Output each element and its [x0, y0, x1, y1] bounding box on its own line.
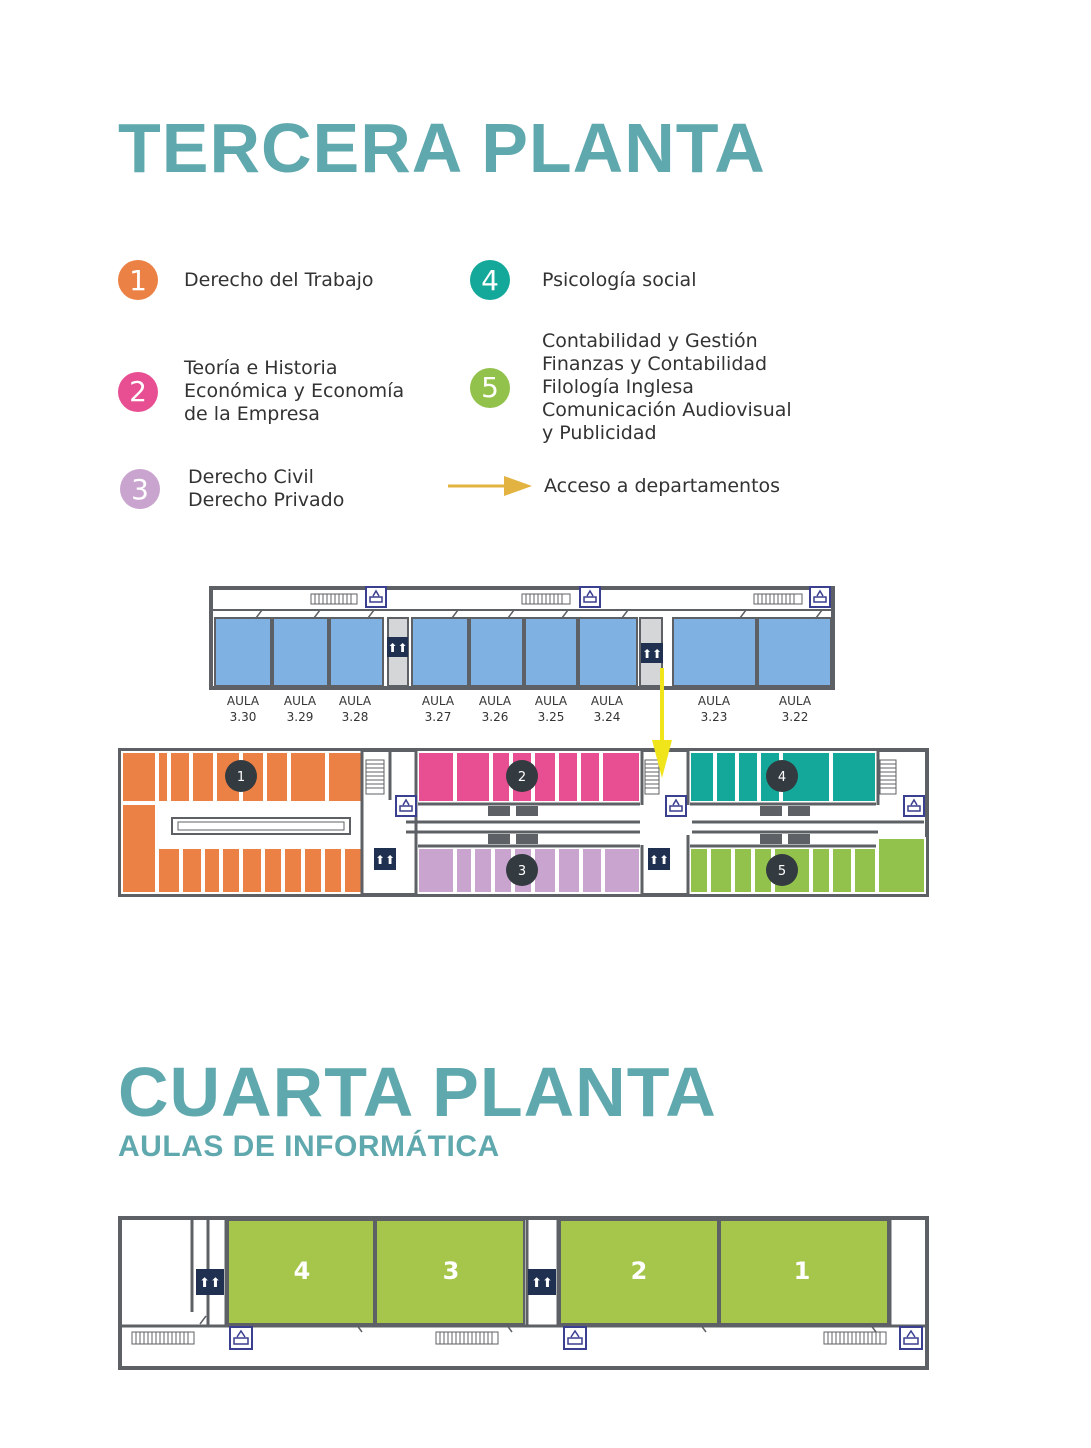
legend-access-label: Acceso a departamentos [544, 475, 781, 497]
legend-label-1: Derecho del Trabajo [184, 268, 374, 291]
svg-text:⬆⬆: ⬆⬆ [374, 853, 396, 867]
aula-label: 3.22 [781, 710, 809, 724]
lab-label-2: 2 [630, 1257, 648, 1285]
aula-label: AULA [478, 694, 512, 708]
lab-label-4: 4 [293, 1257, 311, 1285]
legend-badge-5: 5 [470, 368, 510, 408]
zone-badge-3: 3 [517, 864, 527, 879]
legend-badge-4: 4 [470, 260, 510, 300]
aula-label: AULA [778, 694, 812, 708]
zone-badge-5: 5 [777, 864, 787, 879]
aula-3-22 [758, 618, 831, 686]
legend-label-4: Psicología social [542, 268, 697, 291]
aula-label: AULA [421, 694, 455, 708]
aula-label: AULA [534, 694, 568, 708]
legend-label-5: Contabilidad y Gestión Finanzas y Contabilidad Filología Inglesa Comunicación Audiovisual y Publicidad [542, 330, 792, 444]
aula-3-29 [273, 618, 328, 686]
lab-label-1: 1 [793, 1257, 811, 1285]
aula-label: AULA [226, 694, 260, 708]
aula-label: 3.29 [286, 710, 314, 724]
legend-item-1 [118, 260, 374, 300]
aula-label: 3.23 [700, 710, 728, 724]
svg-text:⬆⬆: ⬆⬆ [531, 1276, 553, 1291]
svg-text:⬆⬆: ⬆⬆ [387, 641, 408, 655]
aula-label: 3.30 [229, 710, 257, 724]
aula-3-28 [330, 618, 383, 686]
aula-3-26 [470, 618, 523, 686]
aula-3-23 [673, 618, 756, 686]
zone-badge-4: 4 [777, 770, 787, 785]
legend-item-5 [470, 330, 792, 445]
aula-label: AULA [338, 694, 372, 708]
legend-access-arrow [448, 474, 780, 498]
access-arrow-icon [448, 474, 534, 498]
legend-label-3: Derecho Civil Derecho Privado [188, 466, 345, 511]
aula-label: 3.25 [537, 710, 565, 724]
aula-label: AULA [283, 694, 317, 708]
aula-label: 3.27 [424, 710, 452, 724]
third-floor-map [0, 580, 1091, 930]
aula-3-27 [412, 618, 468, 686]
legend-badge-2: 2 [118, 372, 158, 412]
aula-3-25 [525, 618, 577, 686]
svg-text:⬆⬆: ⬆⬆ [648, 853, 670, 867]
svg-text:⬆⬆: ⬆⬆ [199, 1276, 221, 1291]
aula-label: 3.24 [593, 710, 621, 724]
fourth-floor-title: CUARTA PLANTA [118, 1053, 717, 1131]
legend-badge-1: 1 [118, 260, 158, 300]
legend-label-2: Teoría e Historia Económica y Economía de la Empresa [184, 357, 405, 425]
fourth-floor-map [0, 1210, 1091, 1380]
zone-badge-2: 2 [517, 770, 527, 785]
legend-item-4 [470, 260, 696, 300]
aula-label: AULA [697, 694, 731, 708]
aula-3-24 [579, 618, 637, 686]
third-floor-title: TERCERA PLANTA [118, 109, 766, 187]
aula-label: 3.26 [481, 710, 509, 724]
aula-label: AULA [590, 694, 624, 708]
svg-text:⬆⬆: ⬆⬆ [641, 647, 663, 661]
lab-label-3: 3 [442, 1257, 460, 1285]
legend-badge-3: 3 [120, 469, 160, 509]
aula-label: 3.28 [341, 710, 369, 724]
zone-badge-1: 1 [236, 770, 246, 785]
fourth-floor-subtitle: AULAS DE INFORMÁTICA [118, 1130, 500, 1163]
legend-item-3 [120, 466, 344, 512]
aula-3-30 [215, 618, 271, 686]
legend-item-2 [118, 357, 404, 426]
